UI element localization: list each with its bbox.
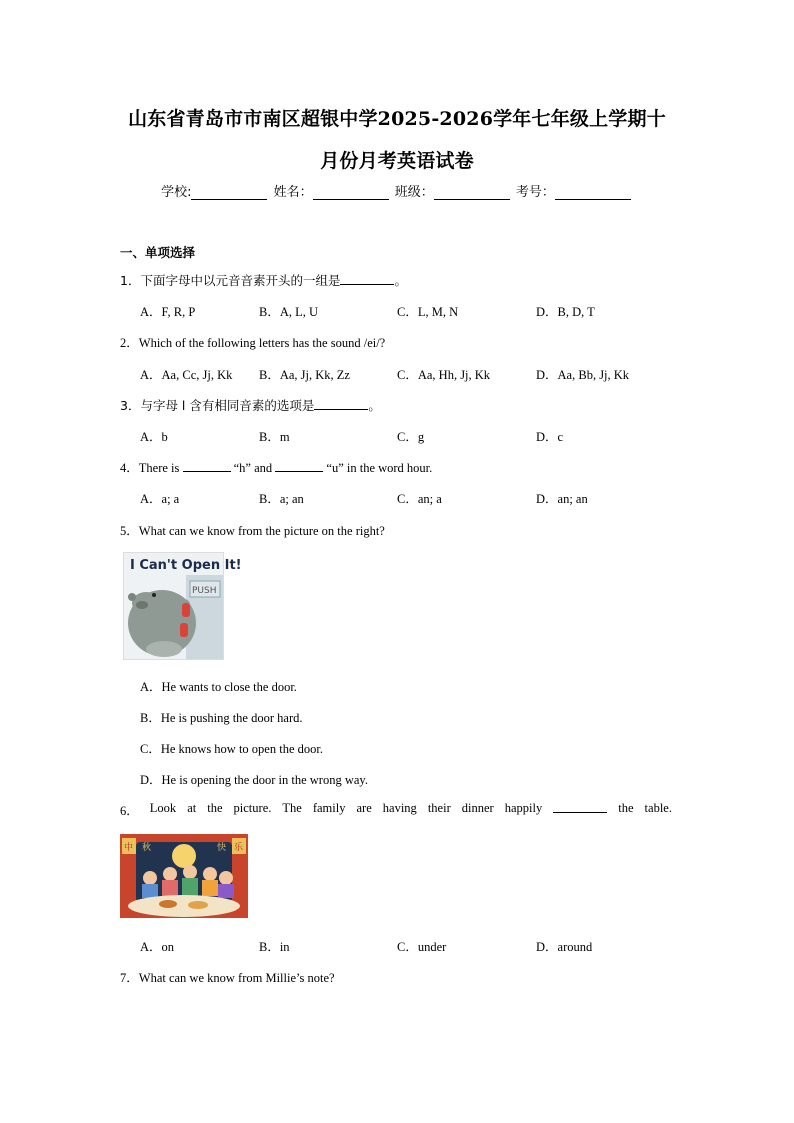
question-word: their (427, 801, 451, 815)
question-word: at (187, 801, 197, 815)
question-word: family (312, 801, 346, 815)
question-number: 4． (120, 461, 139, 475)
question-number: 6． (120, 804, 139, 818)
question-number: 1． (120, 273, 141, 288)
answer-blank (314, 398, 368, 410)
option-c[interactable]: C．an; a (397, 492, 442, 506)
question-4 (120, 458, 432, 476)
question-5 (120, 521, 385, 539)
option-d[interactable]: D．Aa, Bb, Jj, Kk (536, 368, 630, 382)
option-c[interactable]: C．g (397, 430, 425, 444)
class-blank[interactable] (434, 187, 510, 200)
school-label: 学校: (161, 185, 192, 200)
question-text: There is (138, 461, 180, 475)
option-d[interactable]: D．B, D, T (536, 305, 595, 319)
lantern-char-2: 秋 (142, 843, 152, 853)
question-text-end: 。 (394, 273, 407, 288)
option-d[interactable]: D．around (536, 940, 593, 954)
lantern-char-4: 乐 (234, 843, 244, 853)
cartoon-bear-door-illustration (124, 553, 242, 659)
option-c[interactable]: C．L, M, N (397, 305, 459, 319)
exam-no-blank[interactable] (555, 187, 631, 200)
option-c[interactable]: C．He knows how to open the door. (140, 742, 323, 756)
question-number-and-word (120, 801, 139, 819)
question-6 (120, 801, 672, 819)
push-sign: PUSH (192, 586, 217, 596)
family-dinner-illustration (120, 834, 248, 918)
option-b[interactable]: B．A, L, U (259, 305, 319, 319)
option-b[interactable]: B．He is pushing the door hard. (140, 711, 303, 725)
option-a[interactable]: A．b (140, 430, 168, 444)
name-label: 姓名： (273, 185, 313, 200)
question-text: Which of the following letters has the sound /ei/? (138, 336, 386, 350)
question-word: The (282, 801, 302, 815)
question-word: the (618, 801, 634, 815)
question-word: table. (644, 801, 672, 815)
option-c[interactable]: C．Aa, Hh, Jj, Kk (397, 368, 491, 382)
question-text: 下面字母中以元音音素开头的一组是 (140, 273, 341, 288)
question-2 (120, 333, 385, 351)
question-word: dinner (461, 801, 494, 815)
option-a[interactable]: A．Aa, Cc, Jj, Kk (140, 368, 233, 382)
question-text-end: 。 (368, 398, 381, 413)
cant-open-it-picture (123, 552, 242, 660)
question-word: having (382, 801, 417, 815)
question-word: picture. (233, 801, 272, 815)
lantern-char-1: 中 (124, 843, 134, 853)
exam-no-label: 考号： (515, 185, 555, 200)
option-b[interactable]: B．in (259, 940, 290, 954)
option-c[interactable]: C．under (397, 940, 447, 954)
option-d[interactable]: D．He is opening the door in the wrong way. (140, 773, 368, 787)
option-b[interactable]: B．Aa, Jj, Kk, Zz (259, 368, 350, 382)
question-7 (120, 968, 335, 986)
answer-blank-1 (183, 460, 231, 472)
family-dinner-picture (120, 834, 248, 918)
question-word: the (207, 801, 223, 815)
question-text: What can we know from Millie’s note? (138, 971, 335, 985)
student-info-line (0, 181, 794, 200)
exam-title-line1: 山东省青岛市市南区超银中学2025-2026学年七年级上学期十 (128, 108, 666, 130)
question-number: 7． (120, 971, 139, 985)
answer-blank (340, 273, 394, 285)
question-text: 与字母 l 含有相同音素的选项是 (140, 398, 315, 413)
lantern-char-3: 快 (217, 843, 227, 853)
name-blank[interactable] (313, 187, 389, 200)
question-number: 3． (120, 398, 141, 413)
option-a[interactable]: A．F, R, P (140, 305, 196, 319)
answer-blank (553, 801, 607, 813)
option-d[interactable]: D．an; an (536, 492, 588, 506)
school-blank[interactable] (191, 187, 267, 200)
option-a[interactable]: A．He wants to close the door. (140, 680, 297, 694)
option-d[interactable]: D．c (536, 430, 564, 444)
question-number: 2． (120, 336, 139, 350)
question-text: “u” in the word hour. (326, 461, 433, 475)
question-word: happily (504, 801, 543, 815)
question-number: 5． (120, 524, 139, 538)
picture-title: I Can't Open It! (130, 558, 242, 573)
question-text: What can we know from the picture on the right? (138, 524, 385, 538)
option-b[interactable]: B．m (259, 430, 290, 444)
answer-blank-2 (275, 460, 323, 472)
question-text: “h” and (233, 461, 273, 475)
question-3 (120, 396, 381, 414)
question-word: are (356, 801, 372, 815)
exam-title-line2: 月份月考英语试卷 (320, 150, 474, 172)
option-b[interactable]: B．a; an (259, 492, 304, 506)
class-label: 班级： (394, 185, 434, 200)
section-title: 一、单项选择 (120, 245, 196, 260)
option-a[interactable]: A．a; a (140, 492, 180, 506)
question-1 (120, 271, 407, 289)
option-a[interactable]: A．on (140, 940, 175, 954)
question-word: Look (149, 801, 177, 815)
